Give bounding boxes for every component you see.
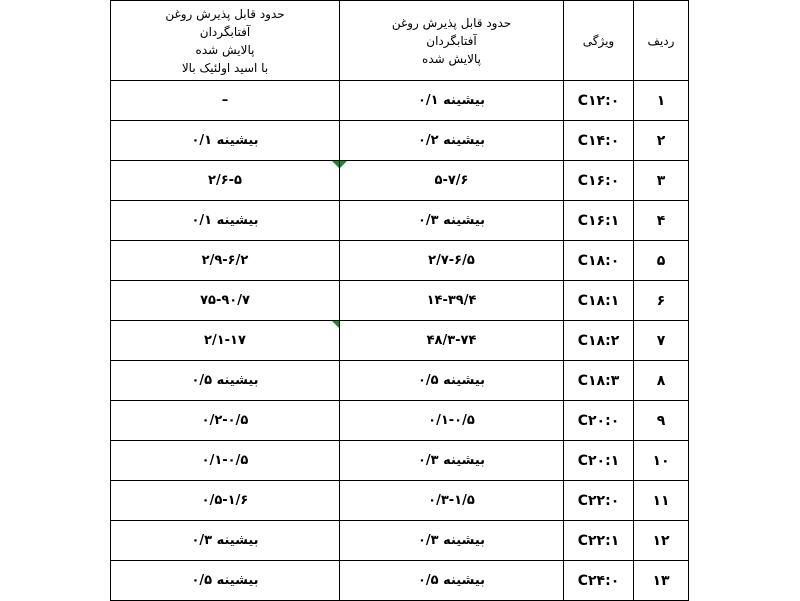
header-refined-line-1: حدود قابل پذیرش روغن bbox=[391, 15, 512, 30]
table-row bbox=[111, 241, 689, 281]
high-oleic-cell: – bbox=[111, 81, 340, 121]
row-number-cell: ۶ bbox=[634, 281, 689, 321]
row-number-cell: ۱۰ bbox=[634, 441, 689, 481]
row-number-cell: ۲ bbox=[634, 121, 689, 161]
high-oleic-cell: ۲/۹-۶/۲ bbox=[111, 241, 340, 281]
header-property-label: ویژگی bbox=[582, 33, 615, 48]
property-cell: C۲۴:۰ bbox=[564, 561, 634, 601]
cell-comment-marker bbox=[332, 321, 339, 328]
table-row bbox=[111, 161, 689, 201]
table-row bbox=[111, 521, 689, 561]
property-cell: C۲۰:۰ bbox=[564, 401, 634, 441]
refined-cell: بیشینه ۰/۵ bbox=[340, 561, 564, 601]
header-high-oleic-line-4: با اسید اولئیک بالا bbox=[181, 60, 269, 75]
high-oleic-cell: بیشینه ۰/۵ bbox=[111, 361, 340, 401]
refined-cell: ۱۴-۳۹/۴ bbox=[340, 281, 564, 321]
row-number-cell: ۵ bbox=[634, 241, 689, 281]
property-cell: C۱۶:۰ bbox=[564, 161, 634, 201]
header-row bbox=[111, 1, 689, 81]
refined-cell: ۰/۳-۱/۵ bbox=[340, 481, 564, 521]
refined-cell: بیشینه ۰/۱ bbox=[340, 81, 564, 121]
header-property bbox=[564, 1, 634, 81]
refined-cell: ۴۸/۳-۷۴ bbox=[340, 321, 564, 361]
cell-comment-marker bbox=[340, 161, 347, 168]
row-number-cell: ۱۳ bbox=[634, 561, 689, 601]
refined-cell: بیشینه ۰/۳ bbox=[340, 521, 564, 561]
row-number-cell: ۹ bbox=[634, 401, 689, 441]
header-refined-line-3: پالایش شده bbox=[422, 51, 481, 66]
row-number-cell: ۴ bbox=[634, 201, 689, 241]
table-row bbox=[111, 441, 689, 481]
high-oleic-cell bbox=[111, 321, 340, 361]
property-cell: C۱۸:۱ bbox=[564, 281, 634, 321]
refined-cell-text: ۵-۷/۶ bbox=[434, 173, 469, 188]
property-cell: C۱۶:۱ bbox=[564, 201, 634, 241]
cell-comment-marker bbox=[332, 161, 339, 168]
property-cell: C۱۸:۳ bbox=[564, 361, 634, 401]
refined-cell: بیشینه ۰/۲ bbox=[340, 121, 564, 161]
property-cell: C۲۲:۱ bbox=[564, 521, 634, 561]
header-row-no-label: ردیف bbox=[647, 33, 675, 48]
table-row bbox=[111, 321, 689, 361]
table-row bbox=[111, 281, 689, 321]
row-number-cell: ۷ bbox=[634, 321, 689, 361]
property-cell: C۲۲:۰ bbox=[564, 481, 634, 521]
refined-cell: ۲/۷-۶/۵ bbox=[340, 241, 564, 281]
property-cell: C۲۰:۱ bbox=[564, 441, 634, 481]
table-row bbox=[111, 401, 689, 441]
high-oleic-cell: ۰/۲-۰/۵ bbox=[111, 401, 340, 441]
refined-cell: بیشینه ۰/۵ bbox=[340, 361, 564, 401]
high-oleic-cell: ۷۵-۹۰/۷ bbox=[111, 281, 340, 321]
high-oleic-cell: ۰/۱-۰/۵ bbox=[111, 441, 340, 481]
refined-cell: بیشینه ۰/۳ bbox=[340, 201, 564, 241]
high-oleic-cell bbox=[111, 161, 340, 201]
property-cell: C۱۸:۲ bbox=[564, 321, 634, 361]
header-high-oleic bbox=[111, 1, 340, 81]
property-cell: C۱۲:۰ bbox=[564, 81, 634, 121]
refined-cell: بیشینه ۰/۳ bbox=[340, 441, 564, 481]
header-refined-line-2: آفتابگردان bbox=[426, 33, 477, 48]
refined-cell bbox=[340, 161, 564, 201]
header-high-oleic-line-1: حدود قابل پذیرش روغن bbox=[165, 6, 285, 21]
fatty-acid-table-container bbox=[110, 0, 688, 600]
high-oleic-cell: بیشینه ۰/۱ bbox=[111, 201, 340, 241]
header-refined bbox=[340, 1, 564, 81]
table-row bbox=[111, 121, 689, 161]
table-row bbox=[111, 361, 689, 401]
property-cell: C۱۸:۰ bbox=[564, 241, 634, 281]
header-high-oleic-line-2: آفتابگردان bbox=[199, 24, 251, 39]
fatty-acid-table bbox=[110, 0, 689, 601]
row-number-cell: ۸ bbox=[634, 361, 689, 401]
header-row-no bbox=[634, 1, 689, 81]
row-number-cell: ۱۲ bbox=[634, 521, 689, 561]
header-high-oleic-line-3: پالایش شده bbox=[195, 42, 255, 57]
high-oleic-cell-text: ۲/۶-۵ bbox=[208, 173, 242, 188]
property-cell: C۱۴:۰ bbox=[564, 121, 634, 161]
high-oleic-cell: بیشینه ۰/۳ bbox=[111, 521, 340, 561]
high-oleic-cell: بیشینه ۰/۵ bbox=[111, 561, 340, 601]
refined-cell: ۰/۱-۰/۵ bbox=[340, 401, 564, 441]
row-number-cell: ۱ bbox=[634, 81, 689, 121]
table-row bbox=[111, 481, 689, 521]
row-number-cell: ۱۱ bbox=[634, 481, 689, 521]
table-row bbox=[111, 561, 689, 601]
table-row bbox=[111, 81, 689, 121]
high-oleic-cell-text: ۲/۱-۱۷ bbox=[204, 333, 246, 348]
row-number-cell: ۳ bbox=[634, 161, 689, 201]
high-oleic-cell: ۰/۵-۱/۶ bbox=[111, 481, 340, 521]
table-row bbox=[111, 201, 689, 241]
high-oleic-cell: بیشینه ۰/۱ bbox=[111, 121, 340, 161]
